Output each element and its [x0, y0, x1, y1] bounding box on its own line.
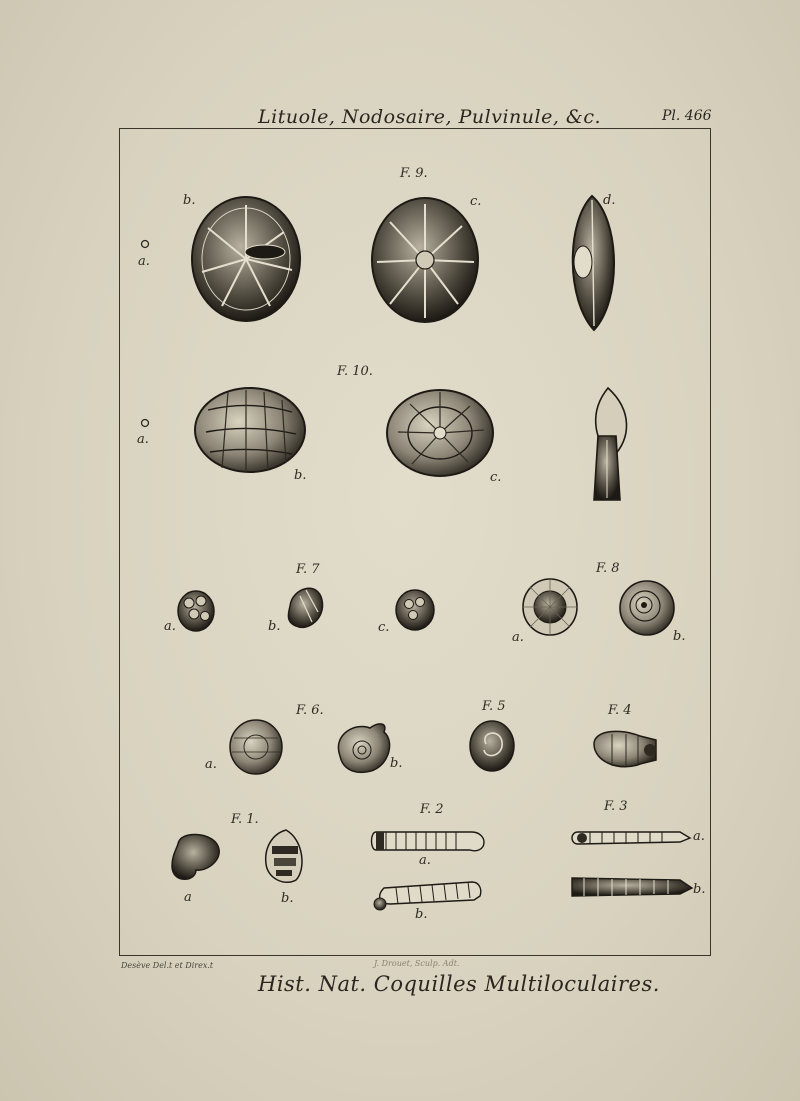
fig2-part-b: b.	[415, 907, 428, 922]
fig1-part-a: a	[184, 890, 192, 905]
fig10-part-b: b.	[294, 468, 307, 483]
fig2-label: F. 2	[420, 802, 444, 817]
fig8-part-b: b.	[673, 629, 686, 644]
fig9-d-shell	[573, 196, 614, 330]
fig10-part-a: a.	[137, 432, 149, 447]
plate-title: Lituole, Nodosaire, Pulvinule, &c.	[258, 106, 602, 128]
fig1-label: F. 1.	[231, 812, 259, 827]
fig8-b-shell	[620, 581, 674, 635]
fig10-side-shell	[594, 388, 627, 500]
fig7-part-a: a.	[164, 619, 176, 634]
fig5-shell	[470, 721, 514, 771]
engraver-credit-right: J. Drouet, Sculp. Adt.	[374, 959, 460, 968]
fig7-c-shell	[396, 590, 434, 630]
fig7-part-b: b.	[268, 619, 281, 634]
engraver-credit-left: Desève Del.t et Direx.t	[121, 961, 214, 970]
fig1-b-shell	[266, 830, 302, 882]
fig4-label: F. 4	[608, 703, 632, 718]
fig7-label: F. 7	[296, 562, 320, 577]
fig10-c-shell	[387, 390, 493, 476]
fig10-b-shell	[195, 388, 305, 472]
fig9-part-a: a.	[138, 254, 150, 269]
plate-caption: Hist. Nat. Coquilles Multiloculaires.	[258, 972, 660, 996]
fig9-part-d: d.	[603, 193, 616, 208]
fig8-a-shell	[522, 579, 578, 635]
fig7-part-c: c.	[378, 620, 390, 635]
fig10-part-c: c.	[490, 470, 502, 485]
fig5-label: F. 5	[482, 699, 506, 714]
fig3-a-shell	[572, 832, 690, 844]
fig8-label: F. 8	[596, 561, 620, 576]
fig4-shell	[594, 731, 656, 766]
fig6-label: F. 6.	[296, 703, 324, 718]
plate-number: Pl. 466	[662, 108, 712, 124]
fig3-part-a: a.	[693, 829, 705, 844]
fig2-a-shell	[372, 832, 485, 851]
fig6-b-shell	[338, 724, 389, 772]
fig9-part-b: b.	[183, 193, 196, 208]
fig2-b-shell	[374, 882, 481, 910]
fig1-a-shell	[172, 834, 219, 879]
fig9-part-c: c.	[470, 194, 482, 209]
fig9-small-a	[142, 241, 149, 248]
fig9-label: F. 9.	[400, 166, 428, 181]
fig3-b-shell	[572, 878, 692, 896]
fig6-part-a: a.	[205, 757, 217, 772]
fig10-label: F. 10.	[337, 364, 373, 379]
fig3-part-b: b.	[693, 882, 706, 897]
fig3-label: F. 3	[604, 799, 628, 814]
fig9-c-shell	[372, 198, 478, 322]
fig7-a-shell	[178, 591, 214, 631]
fig2-part-a: a.	[419, 853, 431, 868]
fig6-a-shell	[230, 720, 282, 774]
fig9-b-shell	[192, 197, 300, 321]
fig6-part-b: b.	[390, 756, 403, 771]
fig7-b-shell	[288, 588, 322, 627]
fig10-small-a	[142, 420, 149, 427]
fig8-part-a: a.	[512, 630, 524, 645]
fig1-part-b: b.	[281, 891, 294, 906]
